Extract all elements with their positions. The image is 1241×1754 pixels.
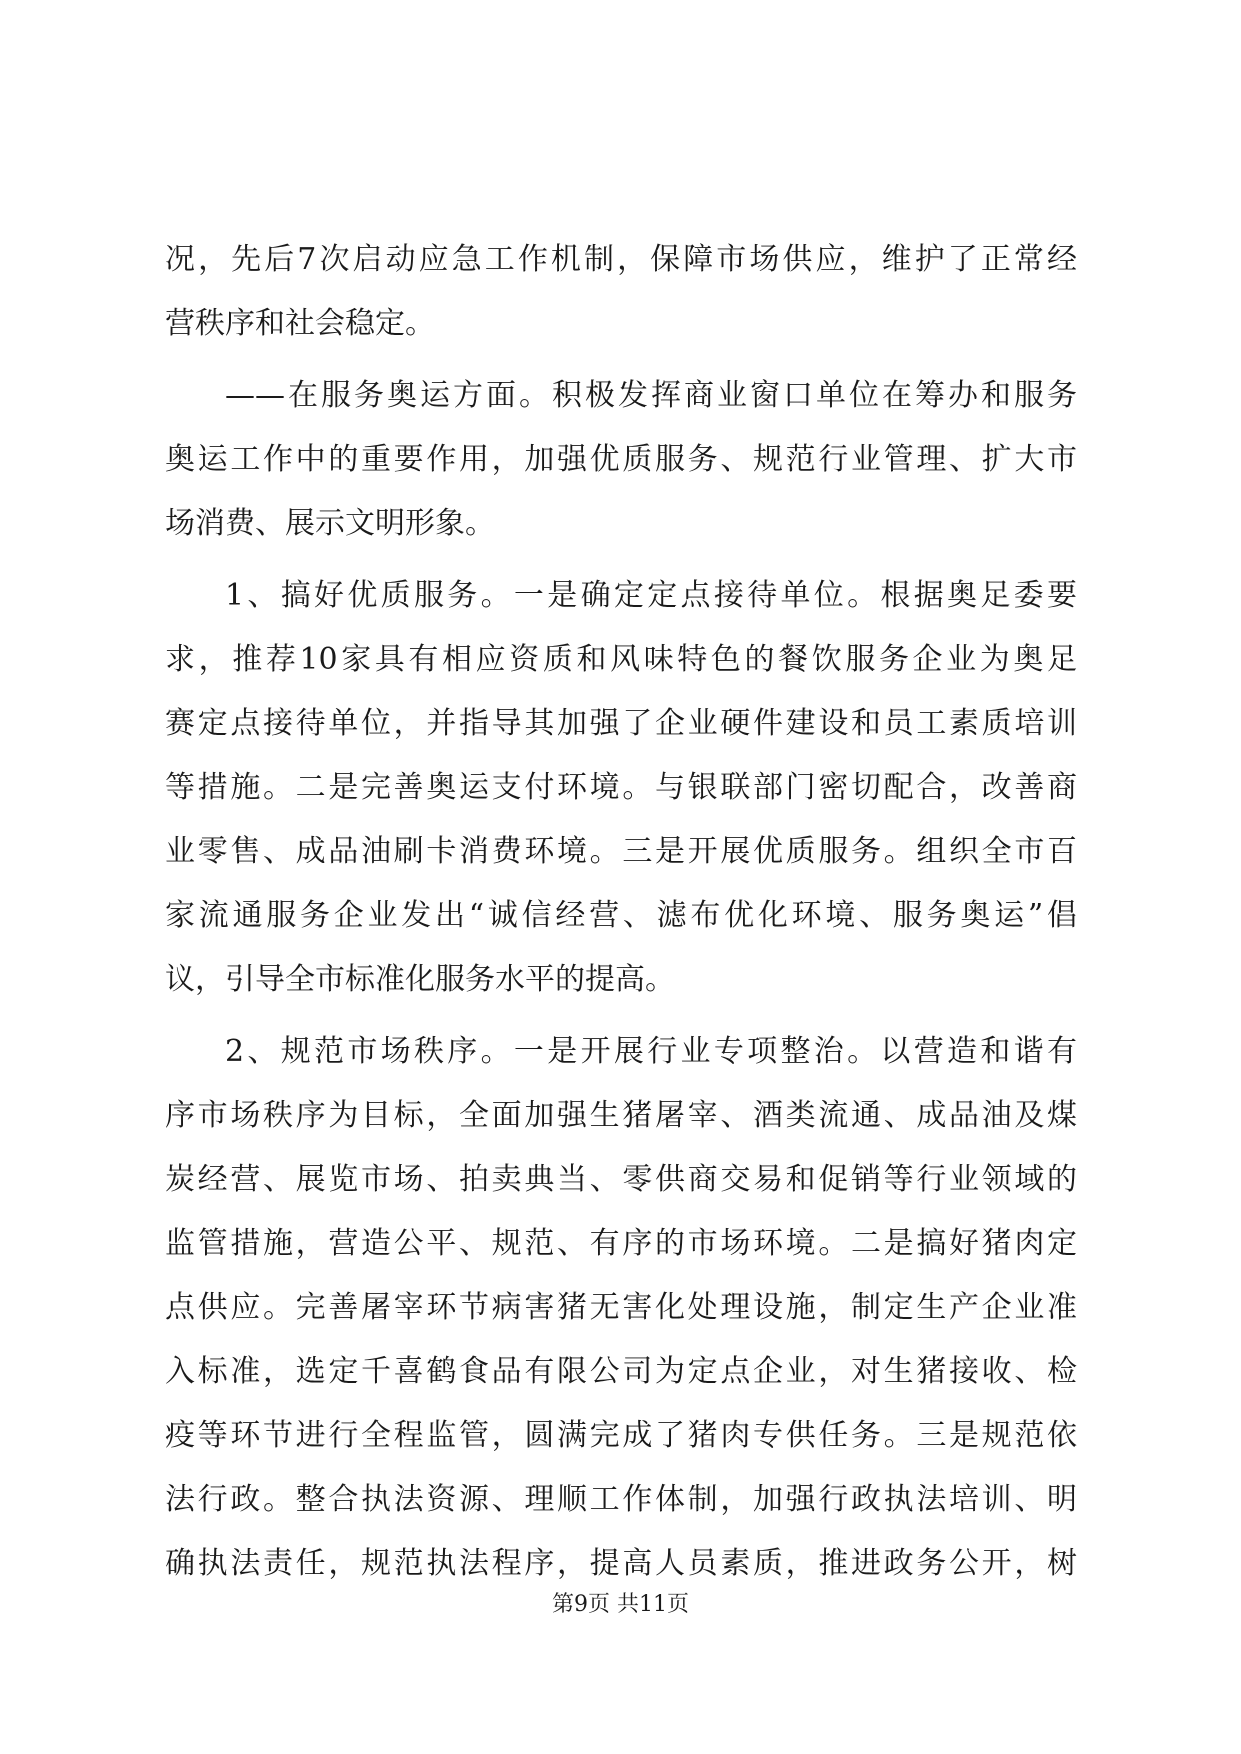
document-body — [165, 228, 1077, 1596]
text-line: 炭经营、展览市场、拍卖典当、零供商交易和促销等行业领域的 — [165, 1162, 1077, 1197]
text-line: 赛定点接待单位，并指导其加强了企业硬件建设和员工素质培训 — [165, 706, 1077, 741]
text-line: ——在服务奥运方面。积极发挥商业窗口单位在筹办和服务 — [225, 378, 1077, 413]
paragraph — [165, 364, 1077, 556]
paragraph — [165, 228, 1077, 356]
text-line: 点供应。完善屠宰环节病害猪无害化处理设施，制定生产企业准 — [165, 1290, 1077, 1325]
paragraph — [165, 564, 1077, 1012]
text-line: 疫等环节进行全程监管，圆满完成了猪肉专供任务。三是规范依 — [165, 1418, 1077, 1453]
page-number-footer: 第9页 共11页 — [552, 1592, 689, 1617]
text-line: 序市场秩序为目标，全面加强生猪屠宰、酒类流通、成品油及煤 — [165, 1098, 1077, 1133]
text-line: 入标准，选定千喜鹤食品有限公司为定点企业，对生猪接收、检 — [165, 1354, 1077, 1389]
text-line: 况，先后7次启动应急工作机制，保障市场供应，维护了正常经 — [165, 242, 1077, 277]
text-line: 营秩序和社会稳定。 — [165, 306, 435, 341]
text-line: 议，引导全市标准化服务水平的提高。 — [165, 962, 675, 997]
text-line: 确执法责任，规范执法程序，提高人员素质，推进政务公开，树 — [165, 1546, 1077, 1581]
text-line: 家流通服务企业发出“诚信经营、滤布优化环境、服务奥运”倡 — [165, 898, 1077, 933]
text-line: 求，推荐10家具有相应资质和风味特色的餐饮服务企业为奥足 — [165, 642, 1077, 677]
paragraph — [165, 1020, 1077, 1596]
text-line: 业零售、成品油刷卡消费环境。三是开展优质服务。组织全市百 — [165, 834, 1077, 869]
text-line: 场消费、展示文明形象。 — [165, 506, 495, 541]
text-line: 法行政。整合执法资源、理顺工作体制，加强行政执法培训、明 — [165, 1482, 1077, 1517]
text-line: 等措施。二是完善奥运支付环境。与银联部门密切配合，改善商 — [165, 770, 1077, 805]
text-line: 2、规范市场秩序。一是开展行业专项整治。以营造和谐有 — [225, 1034, 1077, 1069]
text-line: 监管措施，营造公平、规范、有序的市场环境。二是搞好猪肉定 — [165, 1226, 1077, 1261]
text-line: 奥运工作中的重要作用，加强优质服务、规范行业管理、扩大市 — [165, 442, 1077, 477]
text-line: 1、搞好优质服务。一是确定定点接待单位。根据奥足委要 — [225, 578, 1077, 613]
